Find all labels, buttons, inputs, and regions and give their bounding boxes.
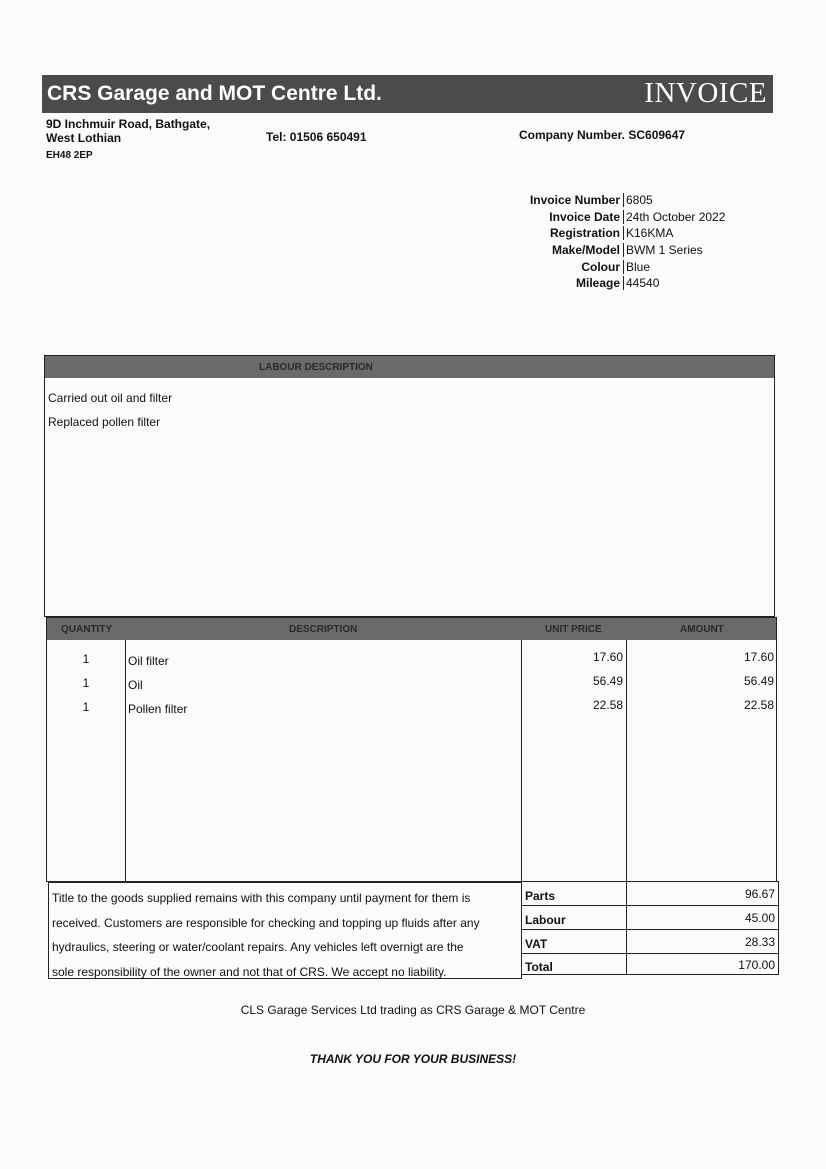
labour-section — [44, 355, 775, 617]
parts-header-row — [47, 618, 776, 640]
company-number: Company Number. SC609647 — [519, 128, 686, 142]
meta-value: 6805 — [626, 193, 653, 208]
totals-value: 28.33 — [744, 935, 775, 949]
meta-row — [470, 209, 725, 226]
meta-row — [470, 242, 725, 259]
totals-label: Labour — [525, 913, 566, 927]
terms-line: received. Customers are responsible for checking and topping up fluids after any — [52, 915, 480, 930]
meta-label: Registration — [470, 226, 624, 240]
meta-value: K16KMA — [626, 226, 674, 241]
totals-label: Total — [525, 960, 553, 974]
part-amount: 17.60 — [743, 650, 774, 664]
terms-box — [48, 882, 522, 979]
document-type-title: INVOICE — [644, 77, 767, 109]
terms-line: Title to the goods supplied remains with this company until payment for them is — [52, 891, 471, 905]
header-bar — [42, 75, 773, 113]
parts-table — [46, 617, 777, 882]
column-header-description: DESCRIPTION — [289, 623, 358, 635]
column-header-unit-price: UNIT PRICE — [545, 623, 602, 635]
meta-value: Blue — [626, 259, 651, 274]
totals-value: 96.67 — [744, 887, 775, 901]
part-qty: 1 — [82, 652, 90, 666]
totals-box — [521, 881, 779, 975]
invoice-details — [470, 192, 725, 292]
labour-lines — [45, 378, 774, 434]
parts-body — [47, 640, 776, 881]
meta-row — [470, 192, 725, 209]
address-block — [46, 117, 210, 145]
telephone: Tel: 01506 650491 — [266, 130, 367, 144]
labour-line: Carried out oil and filter — [48, 391, 173, 405]
totals-value: 45.00 — [744, 911, 775, 925]
trading-statement: CLS Garage Services Ltd trading as CRS Garage & MOT Centre — [240, 1003, 586, 1017]
thank-you-message: THANK YOU FOR YOUR BUSINESS! — [309, 1052, 517, 1066]
part-qty: 1 — [82, 676, 90, 690]
terms-line: hydraulics, steering or water/coolant repairs. Any vehicles left overnigt are the — [52, 940, 464, 954]
totals-divider — [626, 882, 627, 974]
part-amount: 22.58 — [743, 698, 774, 712]
part-qty: 1 — [82, 700, 90, 714]
totals-value: 170.00 — [738, 958, 775, 972]
meta-label: Invoice Number — [470, 193, 624, 207]
terms-line: sole responsibility of the owner and not that of CRS. We accept no liability. — [52, 964, 447, 979]
meta-row — [470, 258, 725, 275]
meta-label: Make/Model — [470, 243, 624, 257]
part-amount: 56.49 — [743, 674, 774, 688]
meta-value: 44540 — [626, 276, 660, 291]
meta-value: 24th October 2022 — [626, 209, 726, 224]
part-unit-price: 17.60 — [592, 650, 623, 664]
column-divider — [521, 640, 522, 881]
meta-label: Invoice Date — [470, 210, 624, 224]
address-line-1: 9D Inchmuir Road, Bathgate, — [46, 117, 211, 131]
totals-label: VAT — [525, 937, 548, 951]
meta-value: BWM 1 Series — [626, 243, 703, 258]
totals-rule — [522, 905, 778, 906]
column-divider — [626, 640, 627, 881]
column-divider — [125, 640, 126, 881]
totals-rule — [522, 929, 778, 930]
part-unit-price: 22.58 — [592, 698, 623, 712]
address-line-2: West Lothian — [46, 131, 122, 145]
meta-row — [470, 225, 725, 242]
part-description: Oil — [128, 678, 143, 692]
meta-row — [470, 275, 725, 292]
column-header-quantity: QUANTITY — [61, 623, 113, 635]
meta-label: Mileage — [470, 276, 624, 290]
address-postcode: EH48 2EP — [46, 150, 93, 161]
company-name: CRS Garage and MOT Centre Ltd. — [47, 82, 382, 105]
part-description: Pollen filter — [128, 702, 188, 716]
part-description: Oil filter — [128, 654, 169, 668]
labour-line: Replaced pollen filter — [48, 415, 161, 429]
totals-label: Parts — [525, 889, 556, 903]
labour-header: LABOUR DESCRIPTION — [45, 356, 774, 378]
part-unit-price: 56.49 — [592, 674, 623, 688]
totals-rule — [522, 953, 778, 954]
meta-label: Colour — [470, 260, 624, 274]
column-header-amount: AMOUNT — [680, 623, 724, 635]
